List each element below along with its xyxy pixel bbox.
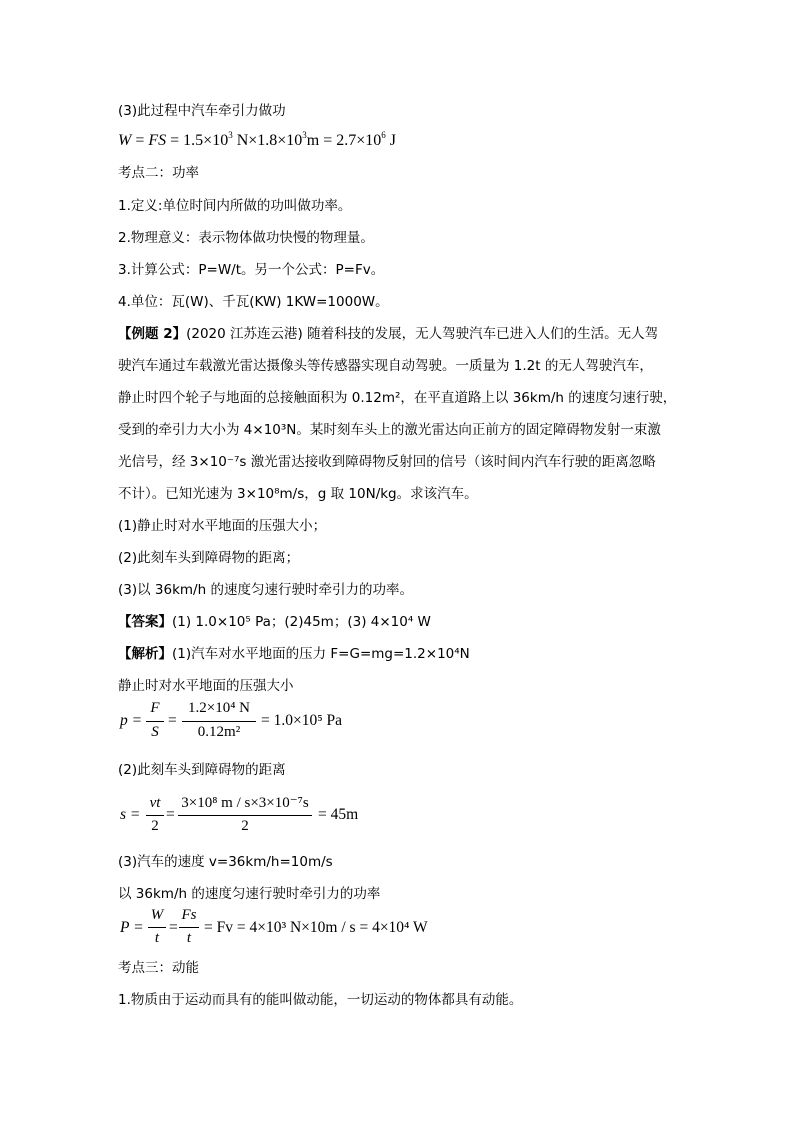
solution-line-3: (2)此刻车头到障碍物的距离 <box>118 762 286 778</box>
eq-s-d1: 2 <box>151 818 159 834</box>
eq-work-a: = 1.5×10 <box>166 132 229 149</box>
eq-p-n2: 1.2×10⁴ N <box>187 700 251 716</box>
answer-label: 【答案】 <box>118 614 172 630</box>
eq-work-ae: 3 <box>228 130 233 140</box>
answer-line <box>118 612 431 632</box>
example-line-4: 受到的牵引力大小为 4×10³N。某时刻车头上的激光雷达向正前方的固定障碍物发射一束激 <box>118 422 661 438</box>
eq-work-fs: FS <box>148 132 167 149</box>
eq-p-d1: S <box>151 724 159 740</box>
example-line-2: 驶汽车通过车载激光雷达摄像头等传感器实现自动驾驶。一质量为 1.2t 的无人驾驶汽车， <box>118 358 653 374</box>
eq-s-n2: 3×10⁸ m / s×3×10⁻⁷s <box>181 795 309 811</box>
question-2: (2)此刻车头到障碍物的距离； <box>118 550 300 566</box>
definition-3: 3.计算公式：P=W/t。另一个公式：P=Fv。 <box>118 262 385 278</box>
eq-P-d2: t <box>186 930 192 946</box>
section-kp3-title: 考点三：动能 <box>118 960 199 976</box>
eq-work-lhs: W <box>118 132 132 149</box>
answer-text: (1) 1.0×10⁵ Pa；(2)45m；(3) 4×10⁴ W <box>172 614 431 630</box>
eq-work-d: J <box>385 132 397 149</box>
eq-P-bar2 <box>179 927 199 928</box>
eq-p-d2: 0.12m² <box>197 724 241 740</box>
eq-P-eq: = <box>169 919 178 936</box>
work-equation <box>118 131 396 151</box>
example-text-1: (2020 江苏连云港) 随着科技的发展，无人驾驶汽车已进入人们的生活。无人驾 <box>186 326 659 342</box>
example-label: 【例题 2】 <box>118 326 187 342</box>
eq-P-bar1 <box>148 927 166 928</box>
eq-s-bar2 <box>178 815 312 816</box>
eq-work-eq: = <box>131 132 149 149</box>
definition-1: 1.定义:单位时间内所做的功叫做功率。 <box>118 198 352 214</box>
eq-work-be: 3 <box>302 130 307 140</box>
eq-s-d2: 2 <box>241 818 249 834</box>
kinetic-definition-1: 1.物质由于运动而具有的能叫做动能，一切运动的物体都具有动能。 <box>118 992 523 1008</box>
solution-line-1 <box>118 644 470 664</box>
definition-2: 2.物理意义：表示物体做功快慢的物理量。 <box>118 230 374 246</box>
eq-work-c: m = 2.7×10 <box>306 132 382 149</box>
section-kp2-title: 考点二：功率 <box>118 165 199 181</box>
eq-s-eq: = <box>166 806 175 823</box>
question-1: (1)静止时对水平地面的压强大小； <box>118 518 327 534</box>
eq-p-eq: = <box>168 712 177 729</box>
eq-s-lhs: s = <box>120 806 141 823</box>
eq-s-n1: vt <box>149 795 161 811</box>
eq-work-ce: 6 <box>381 130 386 140</box>
example-line-5: 光信号，经 3×10⁻⁷s 激光雷达接收到障碍物反射回的信号（该时间内汽车行驶的距离忽略 <box>118 454 656 470</box>
solution-label: 【解析】 <box>118 646 172 662</box>
eq-s-bar1 <box>146 815 164 816</box>
question-3: (3)以 36km/h 的速度匀速行驶时牵引力的功率。 <box>118 582 413 598</box>
eq-work-b: N×1.8×10 <box>232 132 303 149</box>
example-line-1 <box>118 324 658 344</box>
eq-P-lhs: P = <box>120 919 144 936</box>
eq-p-res: = 1.0×10⁵ Pa <box>261 712 343 729</box>
example-line-3: 静止时四个轮子与地面的总接触面积为 0.12m²，在平直道路上以 36km/h 的速度匀速行驶， <box>118 390 677 406</box>
definition-4: 4.单位：瓦(W)、千瓦(KW) 1KW=1000W。 <box>118 294 389 310</box>
solution-line-2: 静止时对水平地面的压强大小 <box>118 678 294 694</box>
eq-P-d1: t <box>154 930 160 946</box>
eq-P-n2: Fs <box>181 907 197 923</box>
solution-line-4: (3)汽车的速度 v=36km/h=10m/s <box>118 854 333 870</box>
eq-p-n1: F <box>150 700 160 716</box>
eq-P-res: = Fv = 4×10³ N×10m / s = 4×10⁴ W <box>204 919 428 936</box>
eq-p-bar2 <box>182 721 256 722</box>
solution-text: (1)汽车对水平地面的压力 F=G=mg=1.2×10⁴N <box>172 646 470 662</box>
example-line-6: 不计）。已知光速为 3×10⁸m/s，g 取 10N/kg。求该汽车。 <box>118 486 478 502</box>
part3-heading: (3)此过程中汽车牵引力做功 <box>118 103 286 119</box>
eq-s-res: = 45m <box>318 806 359 823</box>
eq-p-lhs: p = <box>120 712 143 729</box>
eq-P-n1: W <box>150 907 164 923</box>
eq-p-bar1 <box>146 721 164 722</box>
solution-line-5: 以 36km/h 的速度匀速行驶时牵引力的功率 <box>118 886 381 902</box>
